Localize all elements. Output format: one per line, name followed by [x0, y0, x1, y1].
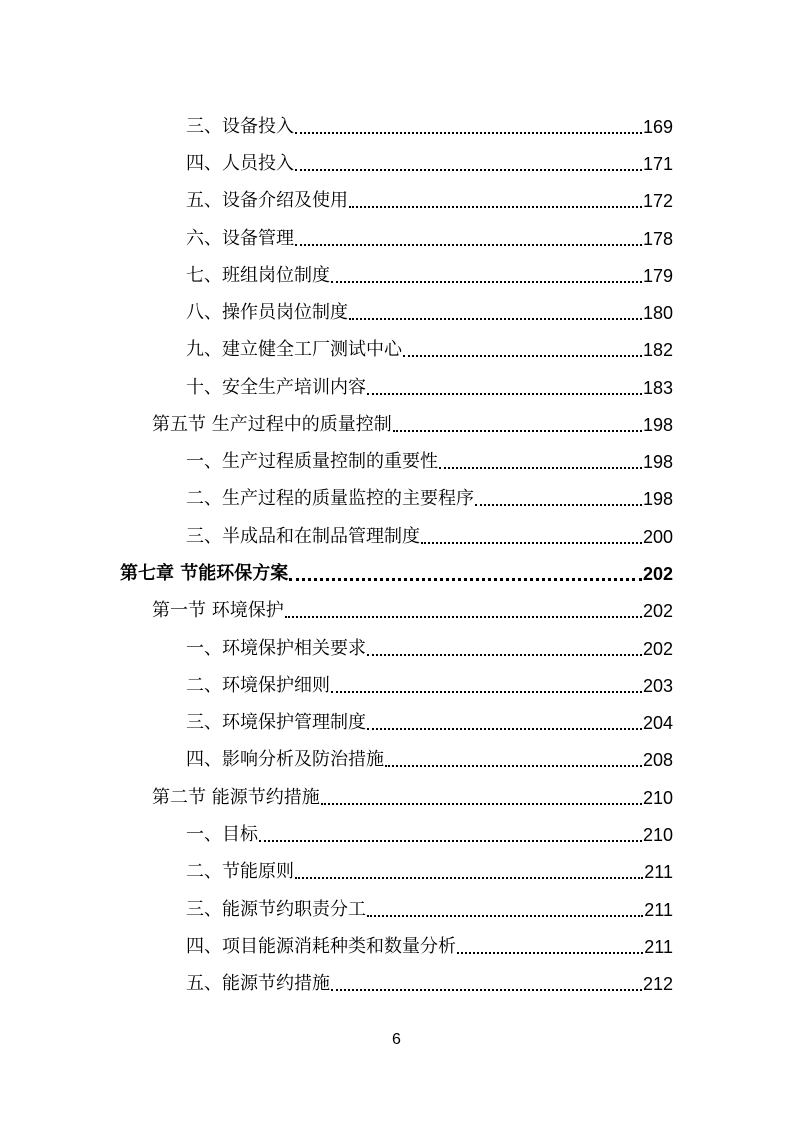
toc-entry[interactable] — [186, 324, 673, 361]
dot-leader — [295, 234, 642, 246]
toc-entry-page: 183 — [642, 378, 673, 398]
toc-entry-title: 五、设备介绍及使用 — [186, 190, 348, 211]
toc-entry-title: 一、生产过程质量控制的重要性 — [186, 451, 438, 472]
toc-entry-page: 203 — [642, 676, 673, 696]
toc-entry-page: 178 — [642, 229, 673, 249]
dot-leader — [367, 905, 643, 917]
toc-entry-title: 第五节 生产过程中的质量控制 — [152, 414, 392, 435]
toc-entry-title: 第二节 能源节约措施 — [152, 787, 320, 808]
toc-entry-page: 198 — [642, 415, 673, 435]
toc-entry[interactable] — [186, 809, 673, 846]
toc-entry-page: 172 — [642, 191, 673, 211]
toc-entry-page: 208 — [642, 750, 673, 770]
page-number: 6 — [392, 1031, 401, 1048]
toc-entry[interactable] — [186, 660, 673, 697]
toc-entry[interactable] — [186, 846, 673, 883]
dot-leader — [367, 383, 642, 395]
dot-leader — [393, 420, 642, 432]
toc-entry-title: 第一节 环境保护 — [152, 600, 284, 621]
toc-entry-title: 六、设备管理 — [186, 228, 294, 249]
toc-entry-page: 200 — [642, 527, 673, 547]
toc-entry[interactable] — [186, 697, 673, 734]
toc-entry[interactable] — [186, 511, 673, 548]
dot-leader — [331, 681, 642, 693]
toc-entry[interactable] — [152, 399, 673, 436]
toc-entry-title: 第七章 节能环保方案 — [120, 563, 289, 584]
toc-entry-title: 八、操作员岗位制度 — [186, 302, 348, 323]
dot-leader — [285, 606, 642, 618]
dot-leader — [421, 532, 642, 544]
toc-entry[interactable] — [186, 101, 673, 138]
toc-entry-title: 五、能源节约措施 — [186, 973, 330, 994]
toc-entry[interactable] — [186, 287, 673, 324]
dot-leader — [403, 345, 642, 357]
toc-entry-title: 四、影响分析及防治措施 — [186, 749, 384, 770]
toc-entry-page: 169 — [642, 117, 673, 137]
dot-leader — [475, 494, 642, 506]
dot-leader — [289, 568, 642, 581]
toc-entry-page: 198 — [642, 452, 673, 472]
dot-leader — [295, 159, 642, 171]
toc-entry[interactable] — [186, 213, 673, 250]
toc-entry[interactable] — [186, 623, 673, 660]
dot-leader — [367, 718, 642, 730]
toc-entry-title: 二、生产过程的质量监控的主要程序 — [186, 488, 474, 509]
toc-entry-title: 十、安全生产培训内容 — [186, 377, 366, 398]
toc-entry-page: 211 — [644, 900, 673, 920]
toc-entry[interactable] — [186, 958, 673, 995]
toc-entry-page: 211 — [644, 862, 673, 882]
toc-entry[interactable] — [186, 138, 673, 175]
toc-entry-title: 三、能源节约职责分工 — [186, 899, 366, 920]
dot-leader — [259, 830, 642, 842]
toc-entry-page: 202 — [642, 564, 673, 584]
dot-leader — [331, 271, 642, 283]
toc-entry-page: 204 — [642, 713, 673, 733]
toc-entry-title: 一、环境保护相关要求 — [186, 638, 366, 659]
toc-entry-page: 210 — [642, 825, 673, 845]
dot-leader — [295, 122, 642, 134]
toc-entry-page: 211 — [644, 937, 673, 957]
toc-entry-title: 九、建立健全工厂测试中心 — [186, 339, 402, 360]
toc-entry[interactable] — [186, 362, 673, 399]
toc-entry-title: 三、半成品和在制品管理制度 — [186, 526, 420, 547]
toc-entry[interactable] — [152, 585, 673, 622]
dot-leader — [321, 793, 642, 805]
toc-entry-page: 210 — [642, 788, 673, 808]
toc-entry-page: 202 — [642, 601, 673, 621]
toc-entry-page: 180 — [642, 303, 673, 323]
dot-leader — [349, 308, 642, 320]
toc-entry-title: 二、节能原则 — [186, 861, 294, 882]
toc-entry-page: 171 — [642, 154, 673, 174]
toc-entry-page: 198 — [642, 489, 673, 509]
dot-leader — [385, 755, 642, 767]
toc-entry[interactable] — [186, 921, 673, 958]
toc-entry[interactable] — [152, 772, 673, 809]
dot-leader — [457, 942, 643, 954]
toc-entry-title: 三、设备投入 — [186, 116, 294, 137]
toc-entry-title: 三、环境保护管理制度 — [186, 712, 366, 733]
toc-entry-page: 202 — [642, 639, 673, 659]
toc-entry[interactable] — [186, 250, 673, 287]
toc-chapter-entry[interactable] — [120, 548, 673, 585]
toc-entry[interactable] — [186, 175, 673, 212]
toc-entry-title: 七、班组岗位制度 — [186, 265, 330, 286]
dot-leader — [349, 196, 642, 208]
toc-entry[interactable] — [186, 436, 673, 473]
dot-leader — [295, 867, 643, 879]
dot-leader — [439, 457, 642, 469]
toc-entry-title: 四、人员投入 — [186, 153, 294, 174]
toc-entry[interactable] — [186, 473, 673, 510]
dot-leader — [331, 979, 642, 991]
toc-entry-title: 二、环境保护细则 — [186, 675, 330, 696]
toc-entry[interactable] — [186, 734, 673, 771]
toc-entry-title: 一、目标 — [186, 824, 258, 845]
toc-entry-title: 四、项目能源消耗种类和数量分析 — [186, 936, 456, 957]
toc-entry[interactable] — [186, 884, 673, 921]
toc-entry-page: 182 — [642, 340, 673, 360]
toc-entry-page: 212 — [642, 974, 673, 994]
dot-leader — [367, 644, 642, 656]
toc-entry-page: 179 — [642, 266, 673, 286]
